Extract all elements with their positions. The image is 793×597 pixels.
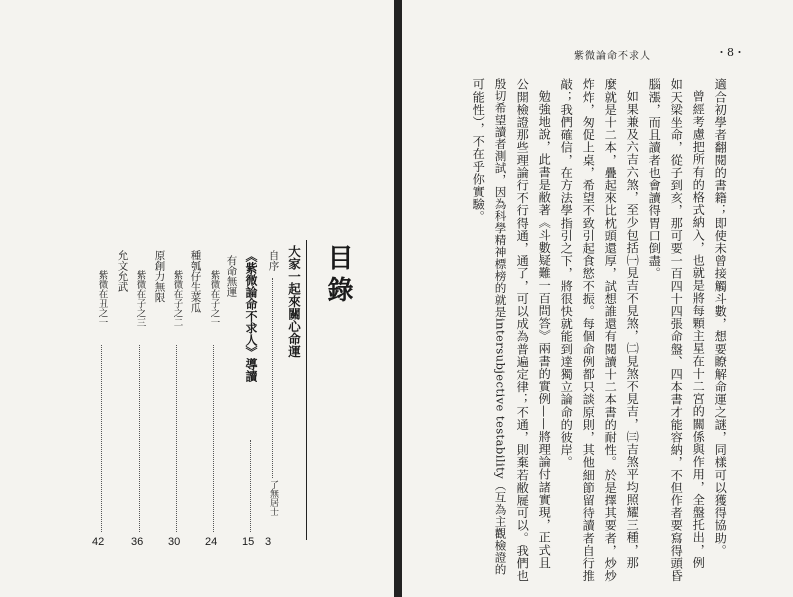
leader-dots bbox=[176, 345, 179, 532]
toc-entry-title: 自序 bbox=[267, 250, 280, 271]
body-column: 麼就是十二本，疊起來比枕頭還厚，試想誰還有閱讀十二本書的耐性。於是擇其要者，炒炒 bbox=[603, 78, 618, 582]
toc-entry-title: 種瓠仔生菜瓜 bbox=[189, 250, 202, 313]
body-column: 曾經考慮把所有的格式納入，也就是將每顆主星在十二宮的關係與作用，全盤托出，例 bbox=[691, 90, 706, 569]
toc-heading: 目錄 bbox=[323, 244, 353, 308]
body-column: 敲；我們確信，在方法學指引之下，將很快就能到達獨立論命的彼岸。 bbox=[559, 78, 574, 469]
toc-entry-title: 大家一起來關心命運 bbox=[286, 245, 302, 358]
toc-entry-title: 有命無運 bbox=[225, 255, 238, 297]
page-number: ・8・ bbox=[716, 46, 745, 59]
toc-entry-page: 3 bbox=[265, 536, 272, 548]
body-column: 腦漲，而且讀者也會讀得胃口倒盡。 bbox=[647, 78, 662, 280]
toc-entry-page: 15 bbox=[242, 536, 255, 548]
body-column: 公開檢證那些理論行不行得通，通了，可以成為普遍定律；不通，則棄若敝屣可以。我們也 bbox=[515, 78, 530, 582]
right-page bbox=[402, 0, 793, 597]
body-column: 炸炸，匆促上桌，希望不致引起食慾不振。每個命例都只談原則，其他細節留待讀者自行推 bbox=[581, 78, 596, 582]
toc-entry-title: 紫微在子之二 bbox=[171, 270, 183, 327]
toc-entry-page: 36 bbox=[131, 536, 144, 548]
running-head: 紫微論命不求人 bbox=[574, 51, 651, 62]
body-column: 可能性），不在乎你實驗。 bbox=[471, 78, 486, 224]
toc-entry-title: 紫微在子之三 bbox=[134, 270, 146, 327]
leader-dots bbox=[101, 345, 104, 532]
book-gutter bbox=[394, 0, 402, 597]
body-column: 殷切希望讀者測試，因為科學精神標榜的就是intersubjective testability（互為主觀檢證的 bbox=[493, 78, 508, 576]
body-column: 勉強地說，此書是敝著《斗數疑難一百問答》兩書的實例——將理論付諸實現，正式且 bbox=[537, 90, 552, 569]
toc-entry-title: 紫微在丑之一 bbox=[96, 270, 108, 327]
leader-dots bbox=[139, 345, 142, 532]
toc-entry-page: 24 bbox=[205, 536, 218, 548]
leader-dots bbox=[250, 440, 253, 532]
toc-entry-page: 30 bbox=[168, 536, 181, 548]
body-column: 如果兼及六吉六煞，至少包括㈠見吉不見煞，㈡見煞不見吉，㈢吉煞平均照耀三種，那 bbox=[625, 90, 640, 569]
toc-divider bbox=[306, 240, 307, 540]
body-column: 適合初學者翻閱的書籍；即使未曾接觸斗數，想要瞭解命運之謎，同樣可以獲得協助。 bbox=[713, 78, 728, 557]
toc-entry-title: 允文允武 bbox=[116, 250, 129, 292]
toc-entry-title: 原創力無限 bbox=[153, 250, 166, 303]
toc-entry-author: 了無居士 bbox=[268, 480, 278, 516]
left-page bbox=[0, 0, 394, 597]
body-column: 如天梁坐命，從子到亥，那可要一百四十四張命盤、四本書才能容納，不但作者要寫得頭昏 bbox=[669, 78, 684, 582]
toc-entry-page: 42 bbox=[92, 536, 105, 548]
toc-entry-title: 《紫微論命不求人》導讀 bbox=[244, 250, 258, 382]
leader-dots bbox=[272, 278, 275, 478]
toc-entry-title: 紫微在子之一 bbox=[208, 270, 220, 327]
leader-dots bbox=[213, 345, 216, 532]
